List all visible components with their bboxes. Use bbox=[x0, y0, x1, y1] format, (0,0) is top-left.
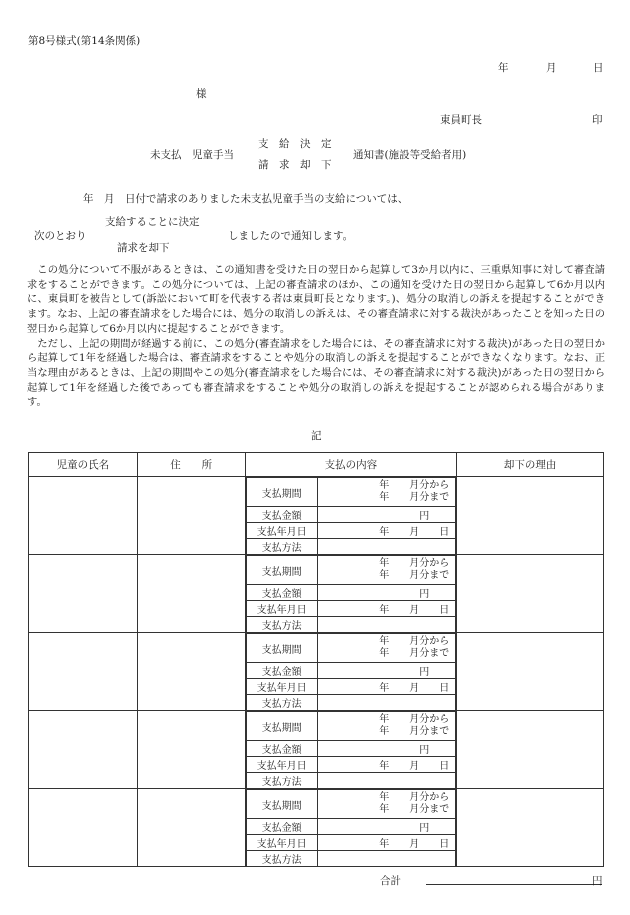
table-row bbox=[29, 555, 604, 633]
intro-line: 年 月 日付で請求のありました未支払児童手当の支給については、 bbox=[83, 193, 409, 205]
rejection-reason-cell[interactable] bbox=[457, 789, 604, 867]
address-cell[interactable] bbox=[137, 477, 245, 555]
method-value[interactable] bbox=[317, 617, 456, 633]
period-from: 年 月分から bbox=[379, 636, 450, 647]
period-from: 年 月分から bbox=[379, 480, 450, 491]
method-label: 支払方法 bbox=[246, 851, 317, 867]
period-from: 年 月分から bbox=[379, 792, 450, 803]
child-name-cell[interactable] bbox=[29, 711, 138, 789]
payment-content-cell bbox=[245, 789, 457, 867]
child-name-cell[interactable] bbox=[29, 477, 138, 555]
period-label: 支払期間 bbox=[246, 556, 317, 585]
date-value[interactable]: 年 月 日 bbox=[317, 757, 456, 773]
payment-content-cell bbox=[245, 633, 457, 711]
child-name-cell[interactable] bbox=[29, 789, 138, 867]
rejection-reason-cell[interactable] bbox=[457, 555, 604, 633]
date-value[interactable]: 年 月 日 bbox=[317, 679, 456, 695]
date-month: 月 bbox=[546, 62, 557, 74]
period-from: 年 月分から bbox=[379, 558, 450, 569]
amount-value[interactable]: 円 bbox=[317, 585, 456, 601]
period-label: 支払期間 bbox=[246, 634, 317, 663]
table-row bbox=[29, 711, 604, 789]
child-name-cell[interactable] bbox=[29, 555, 138, 633]
address-cell[interactable] bbox=[137, 555, 245, 633]
period-to: 年 月分まで bbox=[379, 492, 450, 503]
notice-paragraph: ただし、上記の期間が経過する前に、この処分(審査請求をした場合には、その審査請求に対する裁決)があった日の翌日から起算して1年を経過した場合は、審査請求をすることや処分の取消しの訴えを提起することができなくなります。なお、正当な理由があるときは、上記の期間やこの処分(審査請求をした場合には、その審査請求に対する裁決)があった日の翌日から起算して1年を経過した後であっても審査請求をすることや処分の取消しの訴えを提起することが認められる場合があります。 bbox=[27, 337, 605, 409]
rejection-reason-cell[interactable] bbox=[457, 711, 604, 789]
header-rejection-reason: 却下の理由 bbox=[457, 453, 604, 477]
date-day: 日 bbox=[593, 62, 604, 74]
total-unit: 円 bbox=[592, 875, 603, 887]
amount-label: 支払金額 bbox=[246, 507, 317, 523]
amount-value[interactable]: 円 bbox=[317, 819, 456, 835]
rejection-reason-cell[interactable] bbox=[457, 633, 604, 711]
date-label: 支払年月日 bbox=[246, 835, 317, 851]
method-label: 支払方法 bbox=[246, 617, 317, 633]
amount-label: 支払金額 bbox=[246, 741, 317, 757]
form-number: 第8号様式(第14条関係) bbox=[28, 35, 141, 47]
amount-label: 支払金額 bbox=[246, 819, 317, 835]
period-to: 年 月分まで bbox=[379, 648, 450, 659]
period-from: 年 月分から bbox=[379, 714, 450, 725]
method-label: 支払方法 bbox=[246, 539, 317, 555]
date-value[interactable]: 年 月 日 bbox=[317, 835, 456, 851]
amount-value[interactable]: 円 bbox=[317, 507, 456, 523]
date-label: 支払年月日 bbox=[246, 757, 317, 773]
address-cell[interactable] bbox=[137, 789, 245, 867]
intro-suffix: しましたので通知します。 bbox=[228, 230, 354, 242]
amount-value[interactable]: 円 bbox=[317, 741, 456, 757]
date-value[interactable]: 年 月 日 bbox=[317, 523, 456, 539]
payment-table bbox=[28, 452, 604, 867]
notice-text bbox=[27, 263, 605, 410]
notice-paragraph: この処分について不服があるときは、この通知書を受けた日の翌日から起算して3か月以内に、三重県知事に対して審査請求をすることができます。この処分については、上記の審査請求のほか、この通知を受けた日の翌日から起算して6か月以内に、東員町を被告として(訴訟において町を代表する者は東員町長となります。)、処分の取消しの訴えを提起することができます。なお、上記の審査請求をした場合には、処分の取消しの訴えは、その審査請求に対する裁決があったことを知った日の翌日から起算して6か月以内に提起することができます。 bbox=[27, 264, 605, 335]
issuer-name: 東員町長 bbox=[440, 114, 482, 126]
period-value[interactable] bbox=[317, 556, 456, 585]
title-suffix: 通知書(施設等受給者用) bbox=[353, 149, 467, 161]
period-label: 支払期間 bbox=[246, 712, 317, 741]
header-payment-content: 支払の内容 bbox=[245, 453, 457, 477]
intro-option-reject: 請求を却下 bbox=[117, 242, 170, 254]
seal-mark: 印 bbox=[592, 114, 603, 126]
title-option-reject: 請 求 却 下 bbox=[258, 159, 332, 171]
amount-label: 支払金額 bbox=[246, 585, 317, 601]
date-year: 年 bbox=[498, 62, 509, 74]
ki-heading: 記 bbox=[311, 430, 322, 442]
total-underline bbox=[426, 884, 602, 885]
period-label: 支払期間 bbox=[246, 790, 317, 819]
table-row bbox=[29, 477, 604, 555]
table-header-row bbox=[29, 453, 604, 477]
period-value[interactable] bbox=[317, 634, 456, 663]
payment-content-cell bbox=[245, 477, 457, 555]
title-option-approve: 支 給 決 定 bbox=[258, 138, 332, 150]
method-label: 支払方法 bbox=[246, 695, 317, 711]
rejection-reason-cell[interactable] bbox=[457, 477, 604, 555]
total-label: 合計 bbox=[380, 875, 401, 887]
child-name-cell[interactable] bbox=[29, 633, 138, 711]
intro-option-approve: 支給することに決定 bbox=[105, 216, 200, 228]
period-value[interactable] bbox=[317, 712, 456, 741]
amount-value[interactable]: 円 bbox=[317, 663, 456, 679]
addressee-suffix: 様 bbox=[196, 88, 207, 100]
method-value[interactable] bbox=[317, 773, 456, 789]
period-value[interactable] bbox=[317, 478, 456, 507]
period-to: 年 月分まで bbox=[379, 804, 450, 815]
table-row bbox=[29, 789, 604, 867]
payment-content-cell bbox=[245, 555, 457, 633]
period-label: 支払期間 bbox=[246, 478, 317, 507]
method-label: 支払方法 bbox=[246, 773, 317, 789]
period-to: 年 月分まで bbox=[379, 570, 450, 581]
table-row bbox=[29, 633, 604, 711]
address-cell[interactable] bbox=[137, 633, 245, 711]
date-label: 支払年月日 bbox=[246, 601, 317, 617]
method-value[interactable] bbox=[317, 539, 456, 555]
header-child-name: 児童の氏名 bbox=[29, 453, 138, 477]
date-label: 支払年月日 bbox=[246, 523, 317, 539]
method-value[interactable] bbox=[317, 695, 456, 711]
period-to: 年 月分まで bbox=[379, 726, 450, 737]
amount-label: 支払金額 bbox=[246, 663, 317, 679]
address-cell[interactable] bbox=[137, 711, 245, 789]
title-prefix: 未支払 児童手当 bbox=[150, 149, 234, 161]
date-label: 支払年月日 bbox=[246, 679, 317, 695]
intro-prefix: 次のとおり bbox=[34, 230, 87, 242]
header-address: 住 所 bbox=[137, 453, 245, 477]
period-value[interactable] bbox=[317, 790, 456, 819]
date-value[interactable]: 年 月 日 bbox=[317, 601, 456, 617]
payment-content-cell bbox=[245, 711, 457, 789]
method-value[interactable] bbox=[317, 851, 456, 867]
